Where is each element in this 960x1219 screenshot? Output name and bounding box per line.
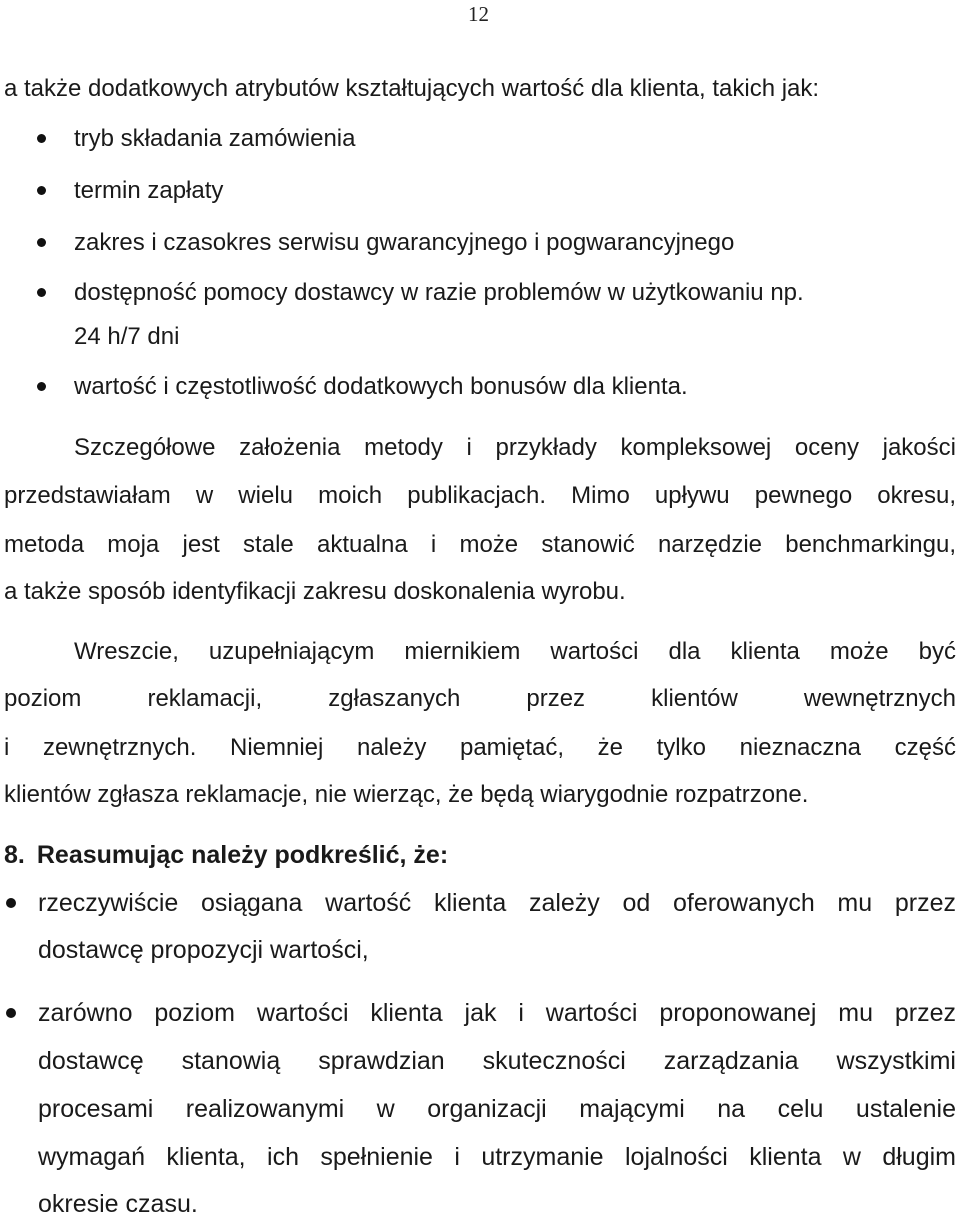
bullet-dot-icon [37,238,46,247]
list-item-continuation: procesami realizowanymi w organizacji mającymi na celu ustalenie [38,1095,956,1123]
intro-text: a także dodatkowych atrybutów kształtujących wartość dla klienta, takich jak: [4,75,820,102]
list-item-continuation: wymagań klienta, ich spełnienie i utrzymanie lojalności klienta w długim [38,1143,956,1171]
section-number: 8. [4,841,25,869]
list-item: rzeczywiście osiągana wartość klienta zależy od oferowanych mu przez [38,889,956,917]
section-heading [4,840,448,870]
paragraph-line: i zewnętrznych. Niemniej należy pamiętać, że tylko nieznaczna część [4,734,956,761]
bullet-dot-icon [6,1008,16,1018]
list-item: zarówno poziom wartości klienta jak i wartości proponowanej mu przez [38,999,956,1027]
list-item-continuation: dostawcę propozycji wartości, [38,936,369,964]
list-item-continuation: dostawcę stanowią sprawdzian skuteczności zarządzania wszystkimi [38,1047,956,1075]
paragraph-line: Szczegółowe założenia metody i przykłady kompleksowej oceny jakości [74,434,956,461]
bullet-dot-icon [6,898,16,908]
section-title: Reasumując należy podkreślić, że: [36,841,449,869]
paragraph-line: Wreszcie, uzupełniającym miernikiem wartości dla klienta może być [74,638,956,665]
list-item-continuation: 24 h/7 dni [74,323,180,350]
paragraph-line: a także sposób identyfikacji zakresu doskonalenia wyrobu. [4,578,626,605]
list-item: termin zapłaty [74,177,224,204]
paragraph-line: przedstawiałam w wielu moich publikacjach. Mimo upływu pewnego okresu, [4,482,956,509]
list-item: tryb składania zamówienia [74,125,356,152]
page-number: 12 [468,2,489,26]
list-item: wartość i częstotliwość dodatkowych bonusów dla klienta. [74,373,688,400]
list-item: dostępność pomocy dostawcy w razie problemów w użytkowaniu np. [74,279,804,306]
bullet-dot-icon [37,382,46,391]
paragraph-line: poziom reklamacji, zgłaszanych przez klientów wewnętrznych [4,685,956,712]
bullet-dot-icon [37,288,46,297]
bullet-dot-icon [37,134,46,143]
bullet-dot-icon [37,186,46,195]
list-item-continuation: okresie czasu. [38,1190,198,1218]
paragraph-line: metoda moja jest stale aktualna i może stanowić narzędzie benchmarkingu, [4,531,956,558]
list-item: zakres i czasokres serwisu gwarancyjnego i pogwarancyjnego [74,229,735,256]
paragraph-line: klientów zgłasza reklamacje, nie wierząc, że będą wiarygodnie rozpatrzone. [4,781,809,808]
